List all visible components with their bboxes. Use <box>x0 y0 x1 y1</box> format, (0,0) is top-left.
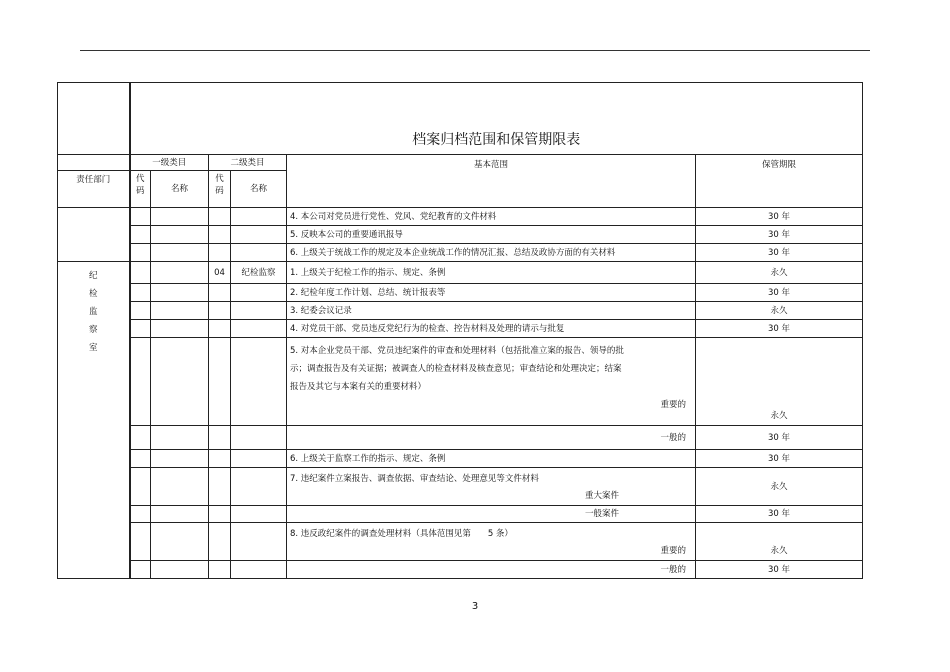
sub-name: 纪检监察 <box>231 262 287 284</box>
table-cell <box>130 523 151 561</box>
scope-cell: 4. 本公司对党员进行党性、党风、党纪教育的文件材料 <box>287 208 696 226</box>
table-cell <box>130 208 151 226</box>
table-cell <box>130 450 151 468</box>
table-cell <box>209 338 231 426</box>
scope-line: 5. 对本企业党员干部、党员违纪案件的审查和处理材料（包括批准立案的报告、领导的批 <box>290 346 624 356</box>
table-cell <box>130 561 151 579</box>
period-cell: 30 年 <box>696 426 863 450</box>
table-cell <box>130 338 151 426</box>
table-cell <box>130 226 151 244</box>
period-cell: 永久 <box>696 338 863 426</box>
period-cell: 永久 <box>696 523 863 561</box>
table-cell <box>151 561 209 579</box>
table-cell <box>151 468 209 506</box>
name2-header: 名称 <box>231 171 287 208</box>
level1-header: 一级类目 <box>130 155 209 171</box>
code1-header <box>130 171 151 208</box>
period-header: 保管期限 <box>696 155 863 208</box>
scope-cell: 5. 反映本公司的重要通讯报导 <box>287 226 696 244</box>
dept-char: 纪 <box>88 271 98 281</box>
table-cell <box>209 284 231 302</box>
scope-line: 报告及其它与本案有关的重要材料） <box>290 382 427 392</box>
table-cell <box>151 506 209 523</box>
table-cell <box>231 244 287 262</box>
table-cell <box>209 426 231 450</box>
scope-cell: 4. 对党员干部、党员违反党纪行为的检查、控告材料及处理的请示与批复 <box>287 320 696 338</box>
archive-retention-table <box>57 82 863 579</box>
scope-cell: 2. 纪检年度工作计划、总结、统计报表等 <box>287 284 696 302</box>
sub-code: 04 <box>209 262 231 284</box>
dept-char: 监 <box>88 307 98 317</box>
sub-label-general: 一般的 <box>287 561 696 579</box>
scope-cell: 6. 上级关于统战工作的规定及本企业统战工作的情况汇报、总结及政协方面的有关材料 <box>287 244 696 262</box>
table-cell <box>130 426 151 450</box>
table-cell <box>209 208 231 226</box>
period-cell: 30 年 <box>696 450 863 468</box>
table-cell <box>231 320 287 338</box>
table-cell <box>209 320 231 338</box>
table-cell <box>231 208 287 226</box>
sub-label-important: 重要的 <box>660 546 686 556</box>
table-cell <box>151 523 209 561</box>
corner-cell <box>58 83 130 155</box>
table-cell <box>209 523 231 561</box>
dept-char: 检 <box>88 289 98 299</box>
sub-label-general-case: 一般案件 <box>287 506 696 523</box>
dept-header: 责任部门 <box>58 171 130 208</box>
scope-cell: 6. 上级关于监察工作的指示、规定、条例 <box>287 450 696 468</box>
scope-cell-item5 <box>287 338 696 426</box>
table-cell <box>151 302 209 320</box>
sub-label-major: 重大案件 <box>585 491 620 501</box>
table-cell <box>209 226 231 244</box>
table-cell <box>151 244 209 262</box>
table-cell <box>151 320 209 338</box>
period-cell: 30 年 <box>696 320 863 338</box>
period-cell: 30 年 <box>696 561 863 579</box>
table-cell <box>231 426 287 450</box>
table-cell <box>130 262 151 284</box>
scope-cell-item8 <box>287 523 696 561</box>
table-cell <box>151 208 209 226</box>
table-cell <box>231 302 287 320</box>
code2-header <box>209 171 231 208</box>
scope-line: 7. 违纪案件立案报告、调查依据、审查结论、处理意见等文件材料 <box>290 474 539 484</box>
scope-cell: 3. 纪委会议记录 <box>287 302 696 320</box>
table-cell <box>231 338 287 426</box>
dept-cell-blank <box>58 208 130 262</box>
table-cell <box>231 561 287 579</box>
table-cell <box>151 426 209 450</box>
table-cell <box>209 561 231 579</box>
table-cell <box>209 244 231 262</box>
period-cell: 永久 <box>696 468 863 506</box>
level2-header: 二级类目 <box>209 155 287 171</box>
page-title: 档案归档范围和保管期限表 <box>130 83 863 155</box>
scope-cell-item7 <box>287 468 696 506</box>
table-cell <box>231 284 287 302</box>
dept-char: 室 <box>88 343 98 353</box>
table-cell <box>151 450 209 468</box>
table-cell <box>130 244 151 262</box>
scope-line: 示；调查报告及有关证据；被调查人的检查材料及核查意见；审查结论和处理决定；结案 <box>290 364 622 374</box>
table-cell <box>231 450 287 468</box>
table-cell <box>209 302 231 320</box>
scope-header: 基本范围 <box>287 155 696 208</box>
code1-char: 代 <box>135 174 145 184</box>
period-cell: 永久 <box>696 302 863 320</box>
scope-cell: 1. 上级关于纪检工作的指示、规定、条例 <box>287 262 696 284</box>
table-cell <box>209 468 231 506</box>
period-cell: 30 年 <box>696 506 863 523</box>
dept-header-spacer <box>58 155 130 171</box>
table-cell <box>130 302 151 320</box>
table-cell <box>130 506 151 523</box>
dept-char: 察 <box>88 325 98 335</box>
top-rule <box>80 50 870 51</box>
table-cell <box>151 262 209 284</box>
page-number: 3 <box>471 601 479 612</box>
name1-header: 名称 <box>151 171 209 208</box>
code2-char: 代 <box>215 174 224 184</box>
dept-discipline-office <box>58 262 130 579</box>
sub-label-important: 重要的 <box>660 400 686 410</box>
code1-char: 码 <box>135 186 145 196</box>
period-cell: 永久 <box>696 262 863 284</box>
period-cell: 30 年 <box>696 226 863 244</box>
table-cell <box>209 450 231 468</box>
period-cell: 30 年 <box>696 208 863 226</box>
table-cell <box>130 468 151 506</box>
scope-line: 8. 违反政纪案件的调查处理材料（具体范围见第 5 条） <box>290 529 513 539</box>
table-cell <box>151 284 209 302</box>
period-cell: 30 年 <box>696 284 863 302</box>
period-cell: 30 年 <box>696 244 863 262</box>
code2-char: 码 <box>215 186 224 196</box>
table-cell <box>130 320 151 338</box>
table-cell <box>231 226 287 244</box>
table-cell <box>130 284 151 302</box>
table-cell <box>151 338 209 426</box>
sub-label-general: 一般的 <box>287 426 696 450</box>
table-cell <box>231 506 287 523</box>
table-cell <box>231 523 287 561</box>
table-cell <box>231 468 287 506</box>
table-cell <box>209 506 231 523</box>
table-cell <box>151 226 209 244</box>
